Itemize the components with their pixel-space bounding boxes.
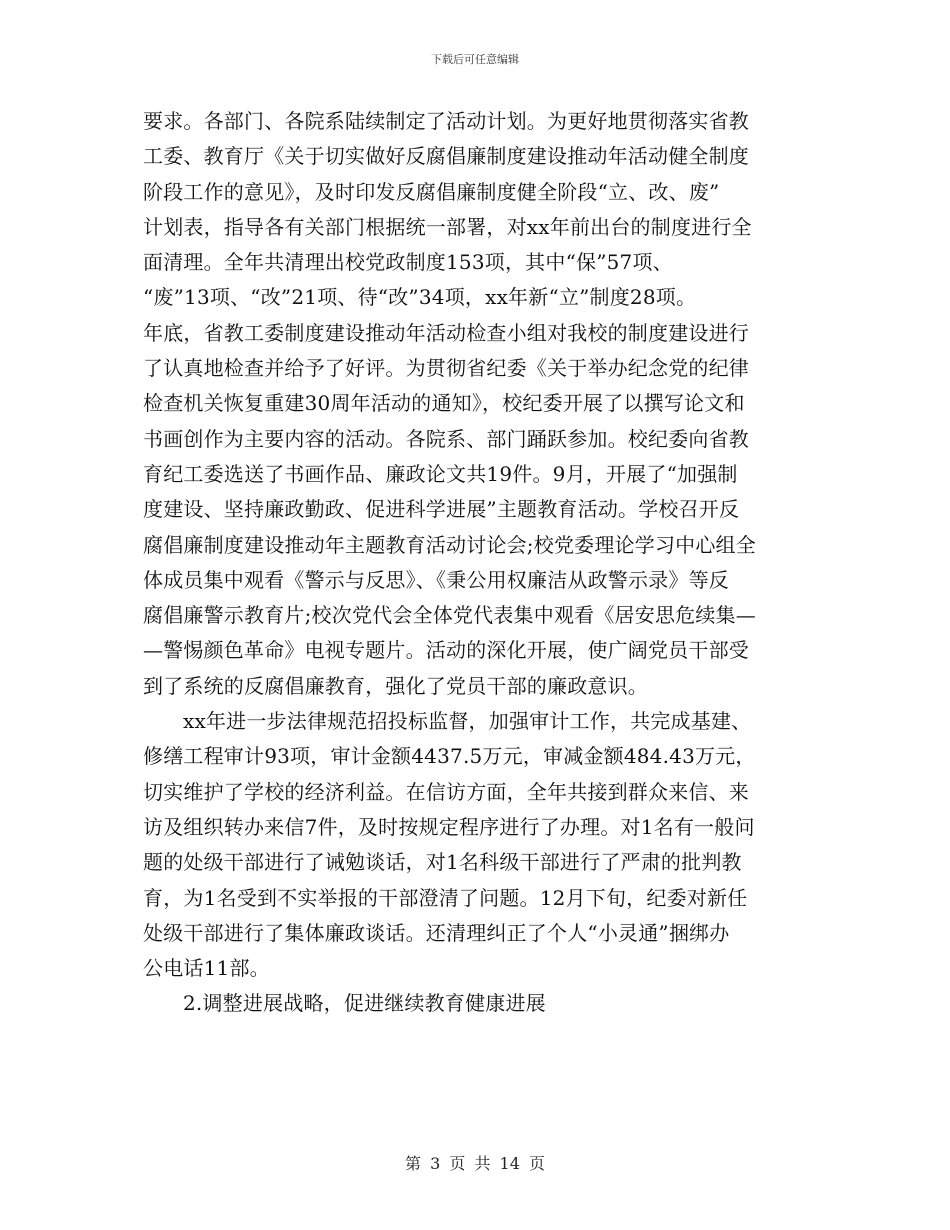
text-line: 处级干部进行了集体廉政谈话。还清理纠正了个人“小灵通”捆绑办 [143,920,730,945]
text-line: 公电话11部。 [143,956,270,981]
paragraph-audit [143,704,813,986]
text-line: 阶段工作的意见》，及时印发反腐倡廉制度健全阶段“立、改、废” [143,179,720,204]
page-number: 第 3 页 共 14 页 [405,1154,545,1173]
text-line: 育纪工委选送了书画作品、廉政论文共19件。9月，开展了“加强制 [143,461,738,486]
text-line: 了认真地检查并给予了好评。为贯彻省纪委《关于举办纪念党的纪律 [143,356,749,381]
text-line: —警惕颜色革命》电视专题片。活动的深化开展，使广阔党员干部受 [143,638,749,663]
page-header [0,52,950,68]
text-line: 工委、教育厅《关于切实做好反腐倡廉制度建设推动年活动健全制度 [143,144,749,169]
text-line: 计划表，指导各有关部门根据统一部署，对xx年前出台的制度进行全 [143,214,752,239]
text-line: 修缮工程审计93项，审计金额4437.5万元，审减金额484.43万元， [143,744,756,769]
paragraph-activities [143,104,813,704]
text-line: 书画创作为主要内容的活动。各院系、部门踊跃参加。校纪委向省教 [143,426,749,451]
text-line: 切实维护了学校的经济利益。在信访方面，全年共接到群众来信、来 [143,779,749,804]
section-heading [143,986,813,1021]
text-line: “废”13项、“改”21项、待“改”34项，xx年新“立”制度28项。 [143,285,697,310]
page-footer [0,1153,950,1175]
text-line: 年底，省教工委制度建设推动年活动检查小组对我校的制度建设进行 [143,320,749,345]
text-line: 腐倡廉制度建设推动年主题教育活动讨论会;校党委理论学习中心组全 [143,532,756,557]
text-line: 面清理。全年共清理出校党政制度153项，其中“保”57项、 [143,250,673,275]
text-line: xx年进一步法律规范招投标监督，加强审计工作，共完成基建、 [183,709,752,734]
document-body [143,104,813,1022]
header-text: 下载后可任意编辑 [431,53,519,66]
text-line: 访及组织转办来信7件，及时按规定程序进行了办理。对1名有一般问 [143,814,755,839]
text-line: 体成员集中观看《警示与反思》、《秉公用权廉洁从政警示录》等反 [143,567,729,592]
text-line: 题的处级干部进行了诫勉谈话，对1名科级干部进行了严肃的批判教 [143,850,742,875]
text-line: 腐倡廉警示教育片;校次党代会全体党代表集中观看《居安思危续集— [143,603,756,628]
text-line: 度建设、坚持廉政勤政、促进科学进展”主题教育活动。学校召开反 [143,497,740,522]
text-line: 要求。各部门、各院系陆续制定了活动计划。为更好地贯彻落实省教 [143,109,749,133]
text-line: 育，为1名受到不实举报的干部澄清了问题。12月下旬，纪委对新任 [143,885,748,910]
heading-line: 2.调整进展战略，促进继续教育健康进展 [183,991,546,1016]
text-line: 到了系统的反腐倡廉教育，强化了党员干部的廉政意识。 [143,673,648,698]
text-line: 检查机关恢复重建30周年活动的通知》，校纪委开展了以撰写论文和 [143,391,745,416]
